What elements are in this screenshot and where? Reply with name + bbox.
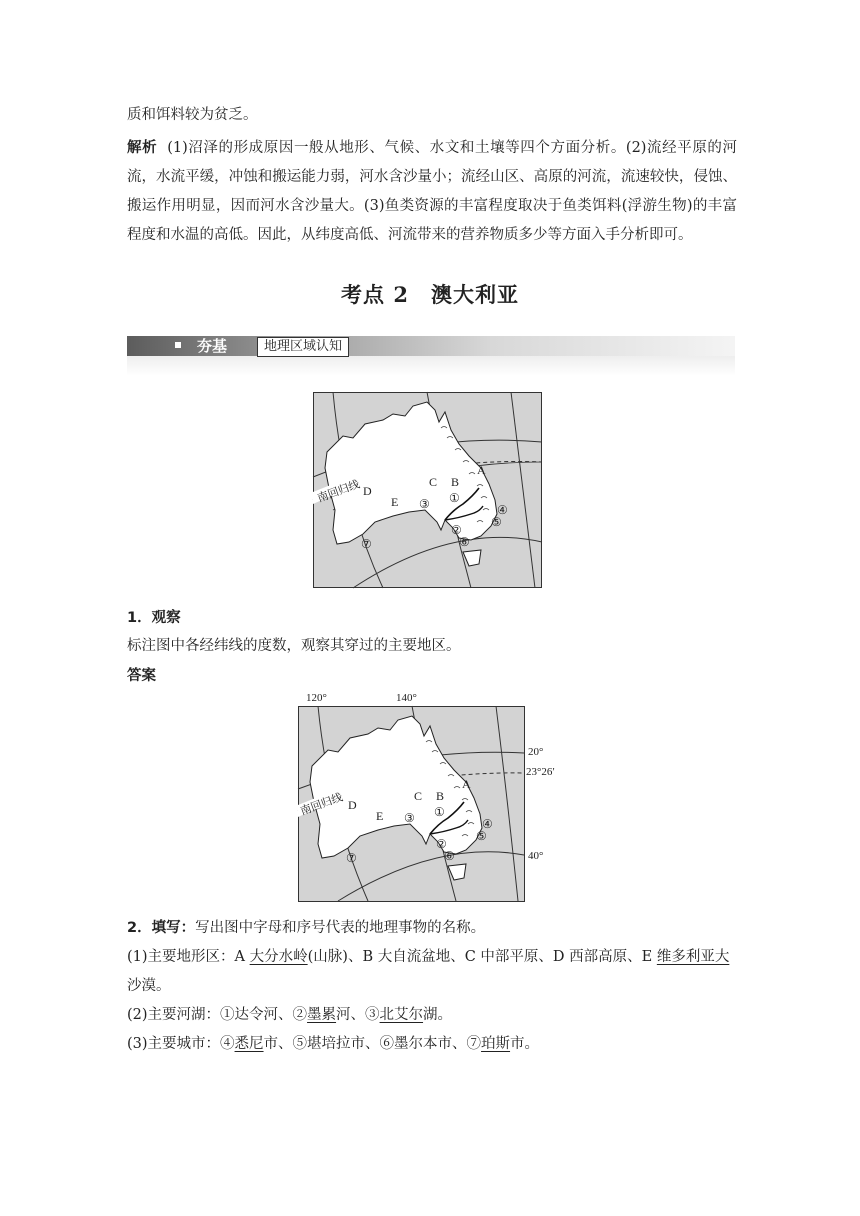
tropic-label-2: 南回归线 (298, 791, 345, 818)
answer-label: 答案 (127, 668, 156, 684)
region-label-b: B (451, 475, 460, 489)
section-title: 考点 2 澳大利亚 (341, 282, 519, 307)
region-label-e: E (391, 495, 399, 509)
lon-label-120: 120° (306, 692, 327, 704)
section-banner (127, 336, 735, 376)
q2-line1-pre: (1)主要地形区：A (127, 949, 250, 965)
answer-3: 北艾尔 (379, 1007, 424, 1023)
q1-prompt: 标注图中各经纬线的度数，观察其穿过的主要地区。 (127, 638, 461, 654)
q2-line1-wrap-text: 沙漠。 (127, 978, 171, 994)
intro-line: 质和饵料较为贫乏。 (127, 107, 258, 123)
australia-map-labeled (290, 689, 555, 903)
q2-line2-end: 湖。 (423, 1007, 453, 1023)
q2-line3-end: 市。 (510, 1036, 540, 1052)
lon-label-140: 140° (396, 692, 417, 704)
q2-heading: 2．填写： (127, 920, 196, 936)
q2-line (127, 916, 485, 937)
lat-label-40: 40° (528, 850, 544, 862)
marker-6: ⑥ (459, 535, 470, 549)
marker-4: ④ (497, 503, 508, 517)
analysis-text: (1)沼泽的形成原因一般从地形、气候、水文和土壤等四个方面分析。(2)流经平原的河流，水流平缓，冲蚀和搬运能力弱，河水含沙量小；流经山区、高原的河流，流速较快，侵蚀、搬运作用明显，因而河水含沙量大。(3)鱼类资源的丰富程度取决于鱼类饵料(浮游生物)的丰富程度和水温的高低。因此，从纬度高低、河流带来的营养物质多少等方面入手分析即可。 (127, 140, 738, 243)
answer-a: 大分水岭 (249, 949, 308, 965)
answer-4: 悉尼 (234, 1036, 264, 1052)
lat-label-tropic: 23°26′ (526, 766, 555, 778)
q2-line3 (127, 1032, 539, 1053)
q2-prompt: 写出图中字母和序号代表的地理事物的名称。 (195, 920, 486, 936)
q2-line2-mid: 河、③ (336, 1007, 380, 1023)
tropic-label: 南回归线 (315, 478, 362, 505)
marker-1: ① (449, 491, 460, 505)
q2-line3-pre: (3)主要城市：④ (127, 1036, 235, 1052)
marker-7: ⑦ (361, 537, 372, 551)
region-label-c-2: C (414, 789, 423, 803)
marker-1-2: ① (434, 805, 445, 819)
marker-2-2: ② (436, 837, 447, 851)
region-label-c: C (429, 475, 438, 489)
region-label-b-2: B (436, 789, 445, 803)
answer-7: 珀斯 (481, 1036, 511, 1052)
marker-2: ② (451, 523, 462, 537)
marker-5: ⑤ (491, 515, 502, 529)
region-label-a: A (477, 463, 486, 477)
answer-2: 墨累 (307, 1007, 337, 1023)
region-label-d: D (363, 484, 372, 498)
q2-line1 (127, 945, 729, 966)
q2-line1-wrap (127, 974, 171, 995)
analysis-paragraph (127, 134, 737, 250)
square-bullet-icon (175, 342, 181, 348)
answer-e: 维多利亚大 (656, 949, 730, 965)
analysis-label: 解析 (127, 140, 158, 156)
marker-3-2: ③ (404, 811, 415, 825)
region-label-d-2: D (348, 798, 357, 812)
marker-5-2: ⑤ (476, 829, 487, 843)
q2-line3-mid: 市、⑤堪培拉市、⑥墨尔本市、⑦ (263, 1036, 482, 1052)
australia-map (313, 392, 542, 588)
q2-line2-pre: (2)主要河湖：①达令河、② (127, 1007, 308, 1023)
q1-heading: 1．观察 (127, 610, 181, 626)
lat-label-20: 20° (528, 746, 544, 758)
marker-4-2: ④ (482, 817, 493, 831)
marker-6-2: ⑥ (444, 849, 455, 863)
region-label-e-2: E (376, 809, 384, 823)
marker-3: ③ (419, 497, 430, 511)
region-label-a-2: A (462, 777, 471, 791)
q2-line1-mid: (山脉)、B 大自流盆地、C 中部平原、D 西部高原、E (307, 949, 657, 965)
q2-line2 (127, 1003, 452, 1024)
banner-tag: 夯基 (197, 337, 228, 355)
banner-box: 地理区域认知 (257, 337, 349, 357)
marker-7-2: ⑦ (346, 851, 357, 865)
